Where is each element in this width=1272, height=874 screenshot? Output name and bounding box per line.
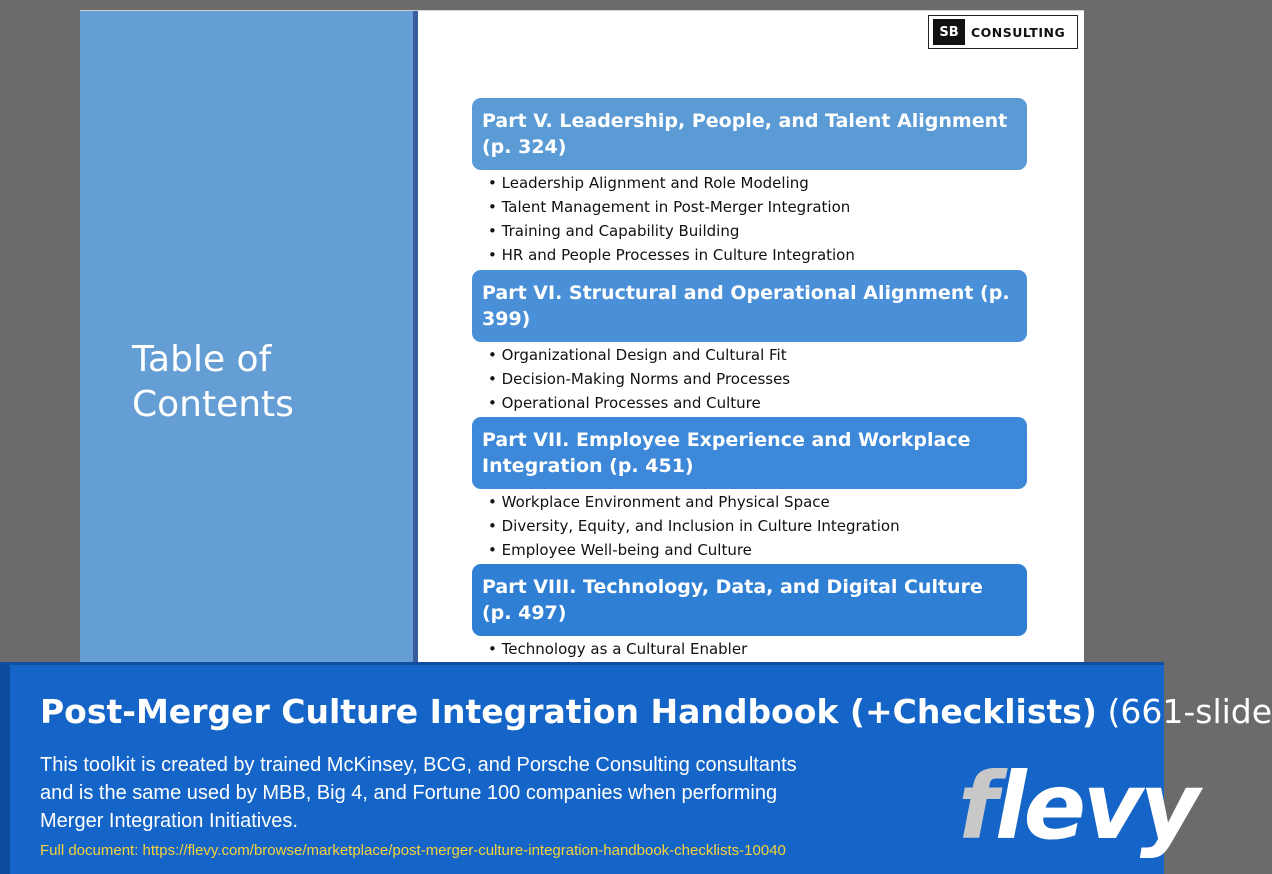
part-header-8: [472, 564, 1027, 636]
slide-title: Table of Contents: [132, 339, 294, 425]
part-header-label: Part VI. Structural and Operational Alignment (p. 399): [482, 282, 1010, 330]
promo-banner: [0, 662, 1272, 874]
part-header-7: [472, 417, 1027, 489]
part-header-label: Part VIII. Technology, Data, and Digital Culture (p. 497): [482, 576, 983, 624]
part-header-6: [472, 270, 1027, 342]
list-item: • Organizational Design and Cultural Fit: [488, 343, 790, 367]
list-item: • Workplace Environment and Physical Space: [488, 490, 900, 514]
banner-accent-bar: [0, 665, 10, 874]
list-item: • Talent Management in Post-Merger Integration: [488, 195, 855, 219]
part-5-items: [488, 171, 855, 267]
flevy-logo-rest: levy: [995, 753, 1197, 860]
sb-consulting-logo: [928, 15, 1078, 49]
part-header-label: Part V. Leadership, People, and Talent Alignment (p. 324): [482, 110, 1008, 158]
list-item: • HR and People Processes in Culture Integration: [488, 243, 855, 267]
logo-mark: SB: [933, 19, 965, 45]
list-item: • Decision-Making Norms and Processes: [488, 367, 790, 391]
list-item: • Leadership Alignment and Role Modeling: [488, 171, 855, 195]
part-8-items: [488, 637, 747, 661]
flevy-logo[interactable]: [958, 753, 1197, 860]
flevy-logo-f: f: [958, 753, 996, 860]
list-item: • Training and Capability Building: [488, 219, 855, 243]
document-description: This toolkit is created by trained McKinsey, BCG, and Porsche Consulting consultants and is the same used by MBB, Big 4, and Fortune 100 companies when performing Merger Integration Initiatives.: [40, 754, 797, 832]
document-title-suffix: (661-slide: [1097, 692, 1272, 731]
list-item: • Employee Well-being and Culture: [488, 538, 900, 562]
document-title-main: Post-Merger Culture Integration Handbook (+Checklists): [40, 692, 1097, 731]
list-item: • Operational Processes and Culture: [488, 391, 790, 415]
list-item: • Diversity, Equity, and Inclusion in Culture Integration: [488, 514, 900, 538]
part-header-5: [472, 98, 1027, 170]
logo-text: CONSULTING: [971, 24, 1066, 40]
sidebar-divider: [413, 11, 418, 666]
document-link[interactable]: Full document: https://flevy.com/browse/marketplace/post-merger-culture-integration-handbook-checklists-10040: [40, 842, 786, 859]
document-title[interactable]: [40, 691, 1272, 733]
slide: [80, 10, 1084, 666]
part-7-items: [488, 490, 900, 562]
part-6-items: [488, 343, 790, 415]
list-item: • Technology as a Cultural Enabler: [488, 637, 747, 661]
part-header-label: Part VII. Employee Experience and Workplace Integration (p. 451): [482, 429, 971, 477]
